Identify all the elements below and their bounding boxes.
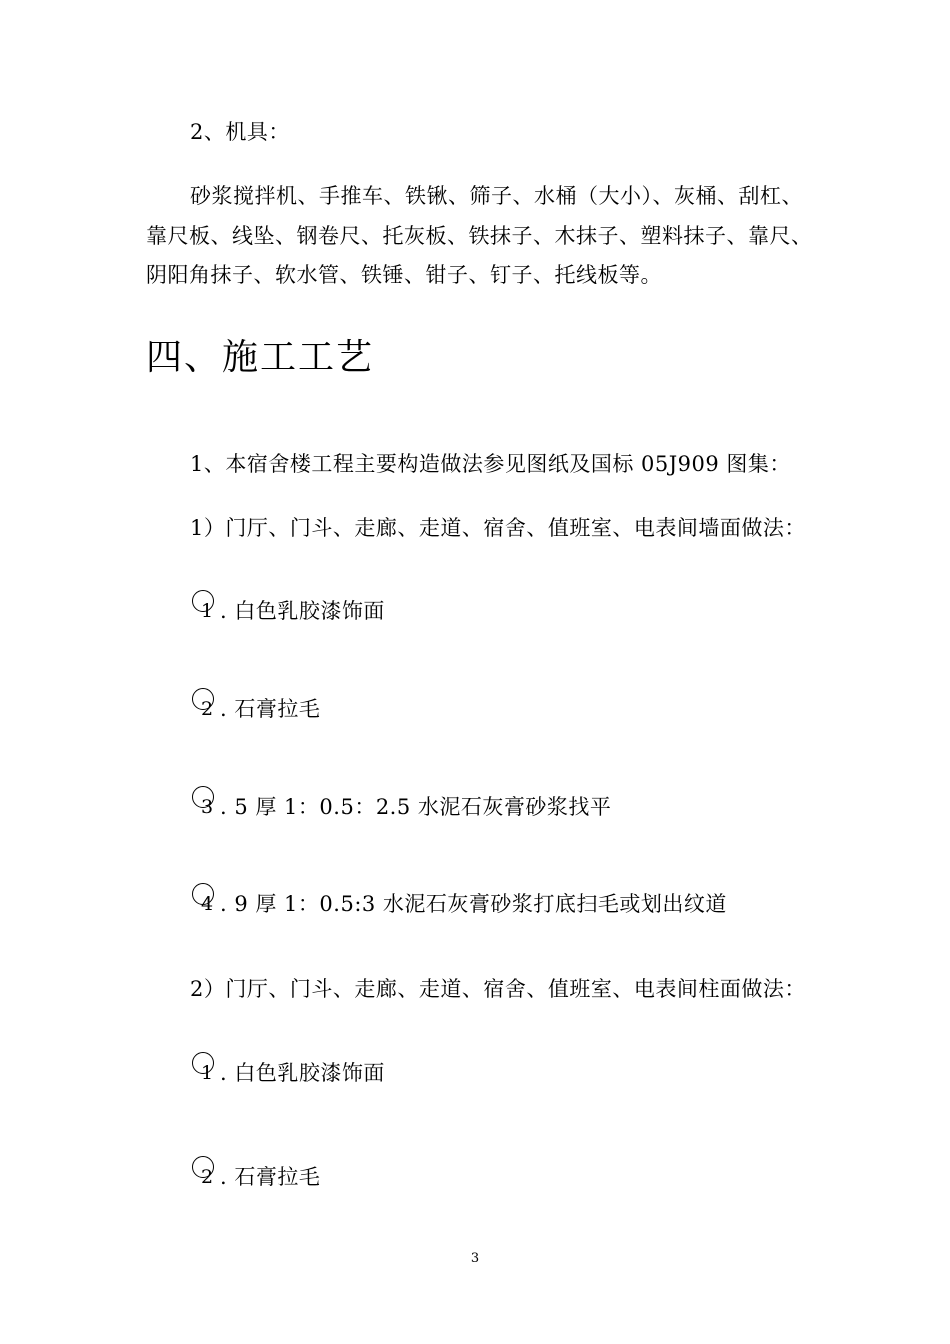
column-method-title: 2）门厅、门斗、走廊、走道、宿舍、值班室、电表间柱面做法： bbox=[190, 977, 806, 1001]
circled-number-1-icon: 1 bbox=[192, 596, 218, 622]
tools-list-line-2: 靠尺板、线坠、钢卷尺、托灰板、铁抹子、木抹子、塑料抹子、靠尺、 bbox=[146, 224, 813, 248]
tools-list-line-1: 砂浆搅拌机、手推车、铁锹、筛子、水桶（大小）、灰桶、刮杠、 bbox=[190, 184, 803, 208]
tools-subheading: 2、机具： bbox=[190, 120, 290, 144]
tools-list-line-3: 阴阳角抹子、软水管、铁锤、钳子、钉子、托线板等。 bbox=[146, 263, 662, 287]
wall-step-1 bbox=[192, 596, 385, 626]
page-number: 3 bbox=[470, 1251, 480, 1266]
circled-number-3-icon: 3 bbox=[192, 792, 218, 818]
circled-number-4-icon: 4 bbox=[192, 889, 218, 915]
wall-step-4-text: . 9 厚 1：0.5:3 水泥石灰膏砂浆打底扫毛或划出纹道 bbox=[220, 892, 727, 916]
wall-step-3 bbox=[192, 792, 611, 822]
column-step-2 bbox=[192, 1162, 320, 1192]
wall-step-1-text: . 白色乳胶漆饰面 bbox=[220, 599, 385, 623]
wall-step-3-text: . 5 厚 1：0.5：2.5 水泥石灰膏砂浆找平 bbox=[220, 795, 612, 819]
circled-number-1-icon: 1 bbox=[192, 1058, 218, 1084]
wall-step-2 bbox=[192, 694, 320, 724]
circled-number-2-icon: 2 bbox=[192, 694, 218, 720]
column-step-2-text: . 石膏拉毛 bbox=[220, 1165, 321, 1189]
column-step-1-text: . 白色乳胶漆饰面 bbox=[220, 1061, 385, 1085]
wall-step-2-text: . 石膏拉毛 bbox=[220, 697, 321, 721]
wall-step-4 bbox=[192, 889, 727, 919]
circled-number-2-icon: 2 bbox=[192, 1162, 218, 1188]
item-1-text: 1、本宿舍楼工程主要构造做法参见图纸及国标 05J909 图集： bbox=[190, 452, 791, 476]
chapter-heading: 四、施工工艺 bbox=[146, 337, 375, 378]
wall-method-title: 1）门厅、门斗、走廊、走道、宿舍、值班室、电表间墙面做法： bbox=[190, 516, 806, 540]
column-step-1 bbox=[192, 1058, 385, 1088]
